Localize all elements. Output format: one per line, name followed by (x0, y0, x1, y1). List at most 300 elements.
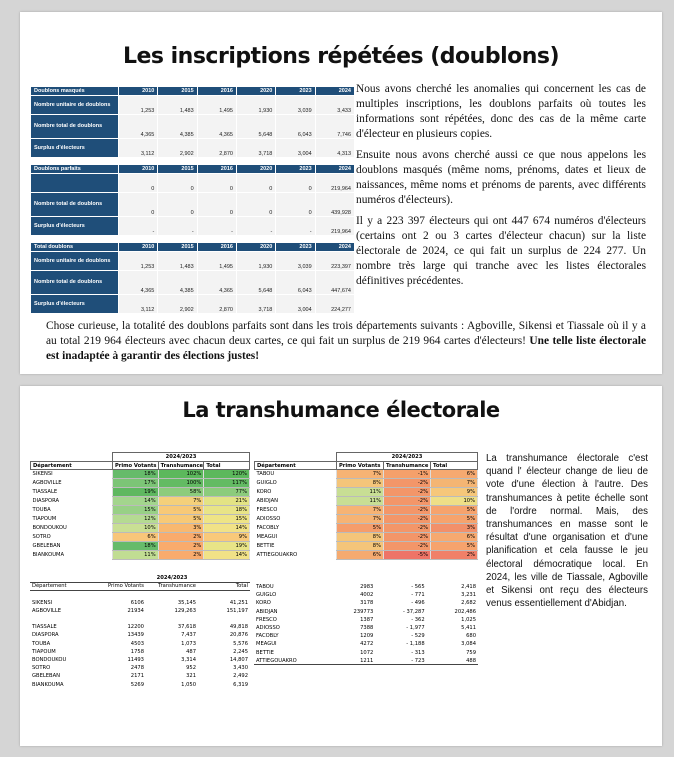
percent-cell: 8% (337, 542, 384, 551)
percent-cell: -2% (384, 524, 431, 533)
department-name: TABOU (256, 584, 274, 591)
percent-cell: 11% (113, 551, 159, 560)
count-cell: 2,492 (233, 673, 248, 680)
percent-cell: -2% (384, 533, 431, 542)
table-row (255, 551, 478, 560)
cell-value: 224,277 (315, 295, 354, 314)
cell-value: 4,385 (158, 271, 197, 295)
percent-cell: 3% (431, 524, 478, 533)
count-cell: 1072 (360, 649, 374, 656)
count-cell: 6,319 (233, 681, 248, 688)
count-cell: 20,876 (229, 632, 248, 639)
percent-cell: 10% (113, 524, 159, 533)
year-header: 2024 (315, 87, 354, 96)
count-cell: 7,437 (181, 632, 196, 639)
percent-cell: 11% (337, 488, 384, 497)
table-row (254, 657, 478, 665)
cell-value: 1,253 (119, 252, 158, 271)
count-cell: 321 (186, 673, 196, 680)
count-cell: 952 (186, 665, 196, 672)
conclusion-sentence: Chose curieuse, la totalité des doublons parfaits sont dans les trois départements suivants : Agboville, Sikensi et Tiassale où il y a au total 219 964 électeurs avec chacun deux cartes, ce qui fait un surplus de 219 964 cartes d'électeurs! (46, 320, 646, 347)
column-header: Primo Votants (113, 462, 159, 470)
explanation-text (356, 82, 646, 295)
department-name: SIKENSI (32, 599, 53, 606)
table-row (30, 680, 250, 688)
percent-cell: 6% (337, 551, 384, 560)
table-row (255, 506, 478, 515)
department-name: ATTIEGOUAKRO (256, 552, 298, 558)
table-row (254, 632, 478, 640)
count-cell: 202,486 (454, 608, 476, 615)
cell-value: 5,648 (236, 115, 275, 139)
year-header: 2010 (119, 87, 158, 96)
count-cell: 5,411 (461, 625, 476, 632)
cell-value: - (119, 217, 158, 236)
count-cell: - 723 (411, 657, 425, 664)
count-cell: 14,807 (229, 656, 248, 663)
percent-cell: -2% (384, 488, 431, 497)
count-cell (94, 590, 146, 598)
heatmap-table-left (30, 452, 250, 560)
department-name: GBELEBAN (32, 543, 61, 549)
column-header: Transhumance (146, 582, 198, 590)
count-cell: 488 (466, 657, 476, 664)
percent-cell: 14% (113, 497, 159, 506)
count-cell: 2171 (130, 673, 144, 680)
percent-cell: 18% (113, 542, 159, 551)
cell-value: 3,433 (315, 96, 354, 115)
table-title: Doublons parfaits (31, 165, 119, 174)
section-title: La transhumance électorale (182, 398, 500, 422)
column-header: Total (431, 462, 478, 470)
percent-cell: 11% (337, 497, 384, 506)
table-row (30, 664, 250, 672)
cell-value: 219,964 (315, 217, 354, 236)
section-title: Les inscriptions répétées (doublons) (122, 44, 560, 69)
percent-cell: 2% (158, 542, 204, 551)
percent-cell: 100% (158, 479, 204, 488)
percent-cell: 19% (204, 542, 250, 551)
transhumance-text: La transhumance électorale c'est quand l' électeur change de lieu de vote d'une élection à l'autre. Des transhumances à petite échelle sont de l'ordre normal. Mais, des transhumances en masse sont le résultat d'une organisation et d'une planification et cela fausse le jeu électoral démocratique local. En 2024, les ville de Tiassale, Agboville et Sikensi ont reçu des électeurs venus essentiellement d'Abidjan. (486, 453, 648, 610)
year-header: 2015 (158, 87, 197, 96)
table-header (31, 87, 355, 96)
count-cell: 680 (466, 633, 476, 640)
percent-cell: -2% (384, 542, 431, 551)
table-row (255, 524, 478, 533)
department-name: TABOU (256, 471, 275, 478)
cell-value: - (276, 217, 315, 236)
table-row (31, 470, 250, 479)
year-header: 2024 (315, 165, 354, 174)
department-name: AGBOVILLE (32, 480, 62, 486)
table-row (255, 542, 478, 551)
count-cell: 129,263 (174, 607, 196, 614)
department-name: ABIDJAN (256, 498, 278, 504)
percent-cell: 7% (337, 506, 384, 515)
department-name: KORO (256, 600, 271, 607)
count-cell: 759 (466, 649, 476, 656)
count-cell: - 771 (411, 592, 425, 599)
row-label: Nombre total de doublons (31, 193, 119, 217)
cell-value: 3,004 (276, 139, 315, 158)
department-name: KORO (256, 489, 272, 495)
cell-value: 0 (158, 174, 197, 193)
cell-value: 3,112 (119, 139, 158, 158)
table-row (254, 616, 478, 624)
count-cell: 2,245 (233, 648, 248, 655)
percent-cell: 120% (204, 470, 250, 479)
column-header-row (31, 462, 250, 470)
table-row (31, 193, 355, 217)
table-title: Total doublons (31, 243, 119, 252)
period-header: 2024/2023 (337, 453, 478, 462)
department-name: ATTIEGOUAKRO (256, 657, 297, 664)
percent-cell: 8% (337, 533, 384, 542)
percent-cell: 5% (158, 506, 204, 515)
period-header: 2024/2023 (156, 574, 188, 581)
count-cell: 1387 (360, 616, 374, 623)
percent-cell: 2% (158, 551, 204, 560)
count-cell: 151,197 (226, 607, 248, 614)
row-label: Nombre unitaire de doublons (31, 252, 119, 271)
table-row (31, 488, 250, 497)
table-row (254, 640, 478, 648)
cell-value: 4,313 (315, 139, 354, 158)
count-cell: 12200 (127, 624, 144, 631)
table-row (254, 649, 478, 657)
column-header: Transhumance (384, 462, 431, 470)
period-row (31, 453, 250, 462)
cell-value: 2,870 (197, 139, 236, 158)
conclusion-bold: Une telle liste électorale est inadaptée à garantir des élections justes! (46, 335, 646, 362)
department-name: ABIDJAN (256, 608, 278, 615)
cell-value: 1,930 (236, 252, 275, 271)
cell-value: 4,385 (158, 115, 197, 139)
count-cell: 1758 (130, 648, 144, 655)
table-row (254, 591, 478, 599)
department-name: FACOBLY (256, 633, 279, 640)
department-name: TIAPOUM (32, 516, 57, 522)
table-row (255, 470, 478, 479)
table-row (31, 271, 355, 295)
cell-value: - (158, 217, 197, 236)
cell-value: 1,253 (119, 96, 158, 115)
department-name: TIASSALE (32, 489, 58, 495)
row-label (31, 174, 119, 193)
year-header: 2016 (197, 243, 236, 252)
department-name: GBELEBAN (32, 673, 61, 680)
department-header: Département (255, 462, 337, 470)
cell-value: 3,718 (236, 139, 275, 158)
percent-cell: 6% (431, 533, 478, 542)
column-header: Total (198, 582, 250, 590)
paragraph: Il y a 223 397 électeurs qui ont 447 674 numéros d'électeurs (certains ont 2 ou 3 cartes d'électeur chacun) sur la liste électorale de 2024, ce qui fait un surplus de 224 277. Un nombre très large qui tranche avec les listes électorales définitives précédentes. (356, 215, 646, 287)
count-cell: 1,025 (461, 616, 476, 623)
table-row (254, 608, 478, 616)
count-cell: 3,430 (233, 665, 248, 672)
percent-cell: 58% (158, 488, 204, 497)
table-row (255, 533, 478, 542)
count-cell: 239773 (353, 608, 374, 615)
count-cell: 2983 (360, 584, 374, 591)
count-cell: 2478 (130, 665, 144, 672)
row-label: Surplus d'électeurs (31, 139, 119, 158)
total-duplicates-table (30, 242, 355, 314)
cell-value: 3,112 (119, 295, 158, 314)
column-header: Total (204, 462, 250, 470)
year-header: 2020 (236, 87, 275, 96)
year-header: 2024 (315, 243, 354, 252)
table-row (31, 551, 250, 560)
count-cell: 5,576 (233, 640, 248, 647)
percent-cell: 14% (204, 524, 250, 533)
percent-cell: -5% (384, 551, 431, 560)
year-header: 2010 (119, 165, 158, 174)
table-row (31, 479, 250, 488)
department-name: BONDOUKOU (32, 656, 67, 663)
cell-value: 0 (236, 174, 275, 193)
table-row (31, 497, 250, 506)
percent-cell: 5% (431, 515, 478, 524)
table-row (31, 115, 355, 139)
year-header: 2023 (276, 165, 315, 174)
column-header: Primo Votants (337, 462, 384, 470)
count-cell: 49,818 (229, 624, 248, 631)
cell-value: 0 (197, 174, 236, 193)
cell-value: 4,365 (119, 271, 158, 295)
count-cell: 7388 (360, 625, 374, 632)
cell-value: 6,043 (276, 115, 315, 139)
count-cell: 41,251 (229, 599, 248, 606)
row-label: Nombre total de doublons (31, 115, 119, 139)
department-name: FRESCO (256, 507, 278, 513)
table-row (30, 607, 250, 615)
count-cell (94, 615, 146, 623)
year-header: 2010 (119, 243, 158, 252)
spacer (31, 453, 113, 462)
period-row (255, 453, 478, 462)
year-header: 2016 (197, 165, 236, 174)
year-header: 2023 (276, 243, 315, 252)
percent-cell: 18% (113, 470, 159, 479)
count-cell: 37,618 (177, 624, 196, 631)
table-row (31, 295, 355, 314)
percent-cell: 7% (337, 470, 384, 479)
count-cell: 6106 (130, 599, 144, 606)
department-name: TOUBA (32, 507, 51, 513)
table-row (31, 542, 250, 551)
department-name: TIASSALE (32, 624, 57, 631)
cell-value: 0 (197, 193, 236, 217)
percent-cell: -2% (384, 479, 431, 488)
cell-value: 5,648 (236, 271, 275, 295)
table-row (31, 506, 250, 515)
table-row (31, 139, 355, 158)
table-row (254, 583, 478, 591)
percent-cell: 18% (204, 506, 250, 515)
percent-cell: 7% (431, 479, 478, 488)
count-cell: - 37,287 (402, 608, 425, 615)
percent-cell: 2% (431, 551, 478, 560)
table-row (30, 640, 250, 648)
count-cell: 13439 (127, 632, 144, 639)
percent-cell: 117% (204, 479, 250, 488)
department-name: MEAGUI (256, 641, 277, 648)
department-name: BONDOUKOU (32, 525, 67, 531)
department-name: BIANKOUMA (32, 552, 65, 558)
table-header (31, 165, 355, 174)
count-cell: 3,084 (461, 641, 476, 648)
department-name: GUIGLO (256, 480, 277, 486)
counts-table-right (254, 583, 478, 665)
cell-value: 3,039 (276, 96, 315, 115)
table-row (30, 623, 250, 631)
cell-value: 4,365 (197, 115, 236, 139)
cell-value: - (197, 217, 236, 236)
department-name: MEAGUI (256, 534, 278, 540)
percent-cell: 15% (204, 515, 250, 524)
percent-cell: 5% (337, 524, 384, 533)
cell-value: 3,718 (236, 295, 275, 314)
percent-cell: 6% (113, 533, 159, 542)
department-name: ADIOSSO (256, 516, 281, 522)
cell-value: 4,365 (197, 271, 236, 295)
table-row (31, 533, 250, 542)
paragraph: Ensuite nous avons cherché aussi ce que nous appelons les doublons masqués (même noms, prénoms, dates et lieux de naissances, même noms et prénoms de parents, avec différents numéros d'électeurs). (356, 149, 646, 206)
percent-cell: -1% (384, 470, 431, 479)
count-cell: 35,145 (177, 599, 196, 606)
cell-value: 447,674 (315, 271, 354, 295)
cell-value: 0 (158, 193, 197, 217)
paragraph: Nous avons cherché les anomalies qui concernent les cas de multiples inscriptions, les doublons parfaits où toutes les informations sont répétées, donc des cas de la même carte d'électeur en plusieurs copies. (356, 83, 646, 140)
department-name: FACOBLY (256, 525, 280, 531)
percent-cell: 21% (204, 497, 250, 506)
cell-value: 1,483 (158, 252, 197, 271)
count-cell: 1,050 (181, 681, 196, 688)
department-name (30, 615, 94, 623)
count-cell: - 1,977 (406, 625, 425, 632)
period-row (30, 574, 250, 582)
year-header: 2015 (158, 243, 197, 252)
count-cell (146, 590, 198, 598)
cell-value: 0 (236, 193, 275, 217)
department-name: FRESCO (256, 616, 277, 623)
hidden-duplicates-table (30, 86, 355, 158)
year-header: 2023 (276, 87, 315, 96)
department-name: GUIGLO (256, 592, 277, 599)
cell-value: 2,870 (197, 295, 236, 314)
percent-cell: 14% (204, 551, 250, 560)
percent-cell: -2% (384, 506, 431, 515)
count-cell: 21934 (127, 607, 144, 614)
cell-value: 3,004 (276, 295, 315, 314)
table-row (30, 656, 250, 664)
count-cell (198, 590, 250, 598)
department-name: SIKENSI (32, 471, 53, 478)
count-cell: 1209 (360, 633, 374, 640)
percent-cell: 2% (158, 533, 204, 542)
department-header: Département (30, 582, 94, 590)
year-header: 2015 (158, 165, 197, 174)
count-cell: - 565 (411, 584, 425, 591)
count-cell: 2,682 (461, 600, 476, 607)
percent-cell: 5% (158, 515, 204, 524)
percent-cell: -2% (384, 497, 431, 506)
heatmap-table-right (254, 452, 478, 560)
cell-value: 3,039 (276, 252, 315, 271)
column-header-row (30, 582, 250, 590)
percent-cell: 10% (431, 497, 478, 506)
cell-value: 219,964 (315, 174, 354, 193)
table-title: Doublons masqués (31, 87, 119, 96)
column-header-row (255, 462, 478, 470)
cell-value: 1,930 (236, 96, 275, 115)
percent-cell: 19% (113, 488, 159, 497)
count-cell (146, 615, 198, 623)
column-header: Primo Votants (94, 582, 146, 590)
table-row (30, 631, 250, 639)
table-row (31, 524, 250, 533)
table-row (254, 599, 478, 607)
cell-value: 439,928 (315, 193, 354, 217)
count-cell: - 362 (411, 616, 425, 623)
department-name: DIASPORA (32, 632, 59, 639)
spacer (255, 453, 337, 462)
table-row (30, 590, 250, 598)
department-name: ADIOSSO (256, 625, 280, 632)
count-cell (198, 615, 250, 623)
percent-cell: -2% (384, 515, 431, 524)
department-name: SOTRO (32, 665, 51, 672)
percent-cell: 5% (431, 542, 478, 551)
table-row (30, 648, 250, 656)
table-row (31, 174, 355, 193)
table-row (30, 599, 250, 607)
cell-value: 0 (119, 193, 158, 217)
count-cell: - 529 (411, 633, 425, 640)
table-row (31, 515, 250, 524)
table-row (31, 252, 355, 271)
percent-cell: 77% (204, 488, 250, 497)
period-header: 2024/2023 (113, 453, 250, 462)
table-row (31, 96, 355, 115)
row-label: Nombre unitaire de doublons (31, 96, 119, 115)
table-row (30, 672, 250, 680)
percent-cell: 5% (431, 506, 478, 515)
count-cell: 487 (186, 648, 196, 655)
percent-cell: 12% (113, 515, 159, 524)
cell-value: 1,495 (197, 252, 236, 271)
counts-table-left (30, 574, 250, 689)
table-row (255, 497, 478, 506)
percent-cell: 9% (431, 488, 478, 497)
count-cell: 4272 (360, 641, 374, 648)
count-cell: 2,418 (461, 584, 476, 591)
cell-value: 2,902 (158, 295, 197, 314)
percent-cell: 3% (158, 524, 204, 533)
count-cell: - 313 (411, 649, 425, 656)
cell-value: 2,902 (158, 139, 197, 158)
cell-value: - (236, 217, 275, 236)
transhumance-section (20, 386, 662, 746)
cell-value: 0 (119, 174, 158, 193)
percent-cell: 102% (158, 470, 204, 479)
department-name: BETTIE (256, 649, 274, 656)
cell-value: 0 (276, 193, 315, 217)
percent-cell: 7% (337, 515, 384, 524)
department-name: TOUBA (32, 640, 51, 647)
table-row (30, 615, 250, 623)
